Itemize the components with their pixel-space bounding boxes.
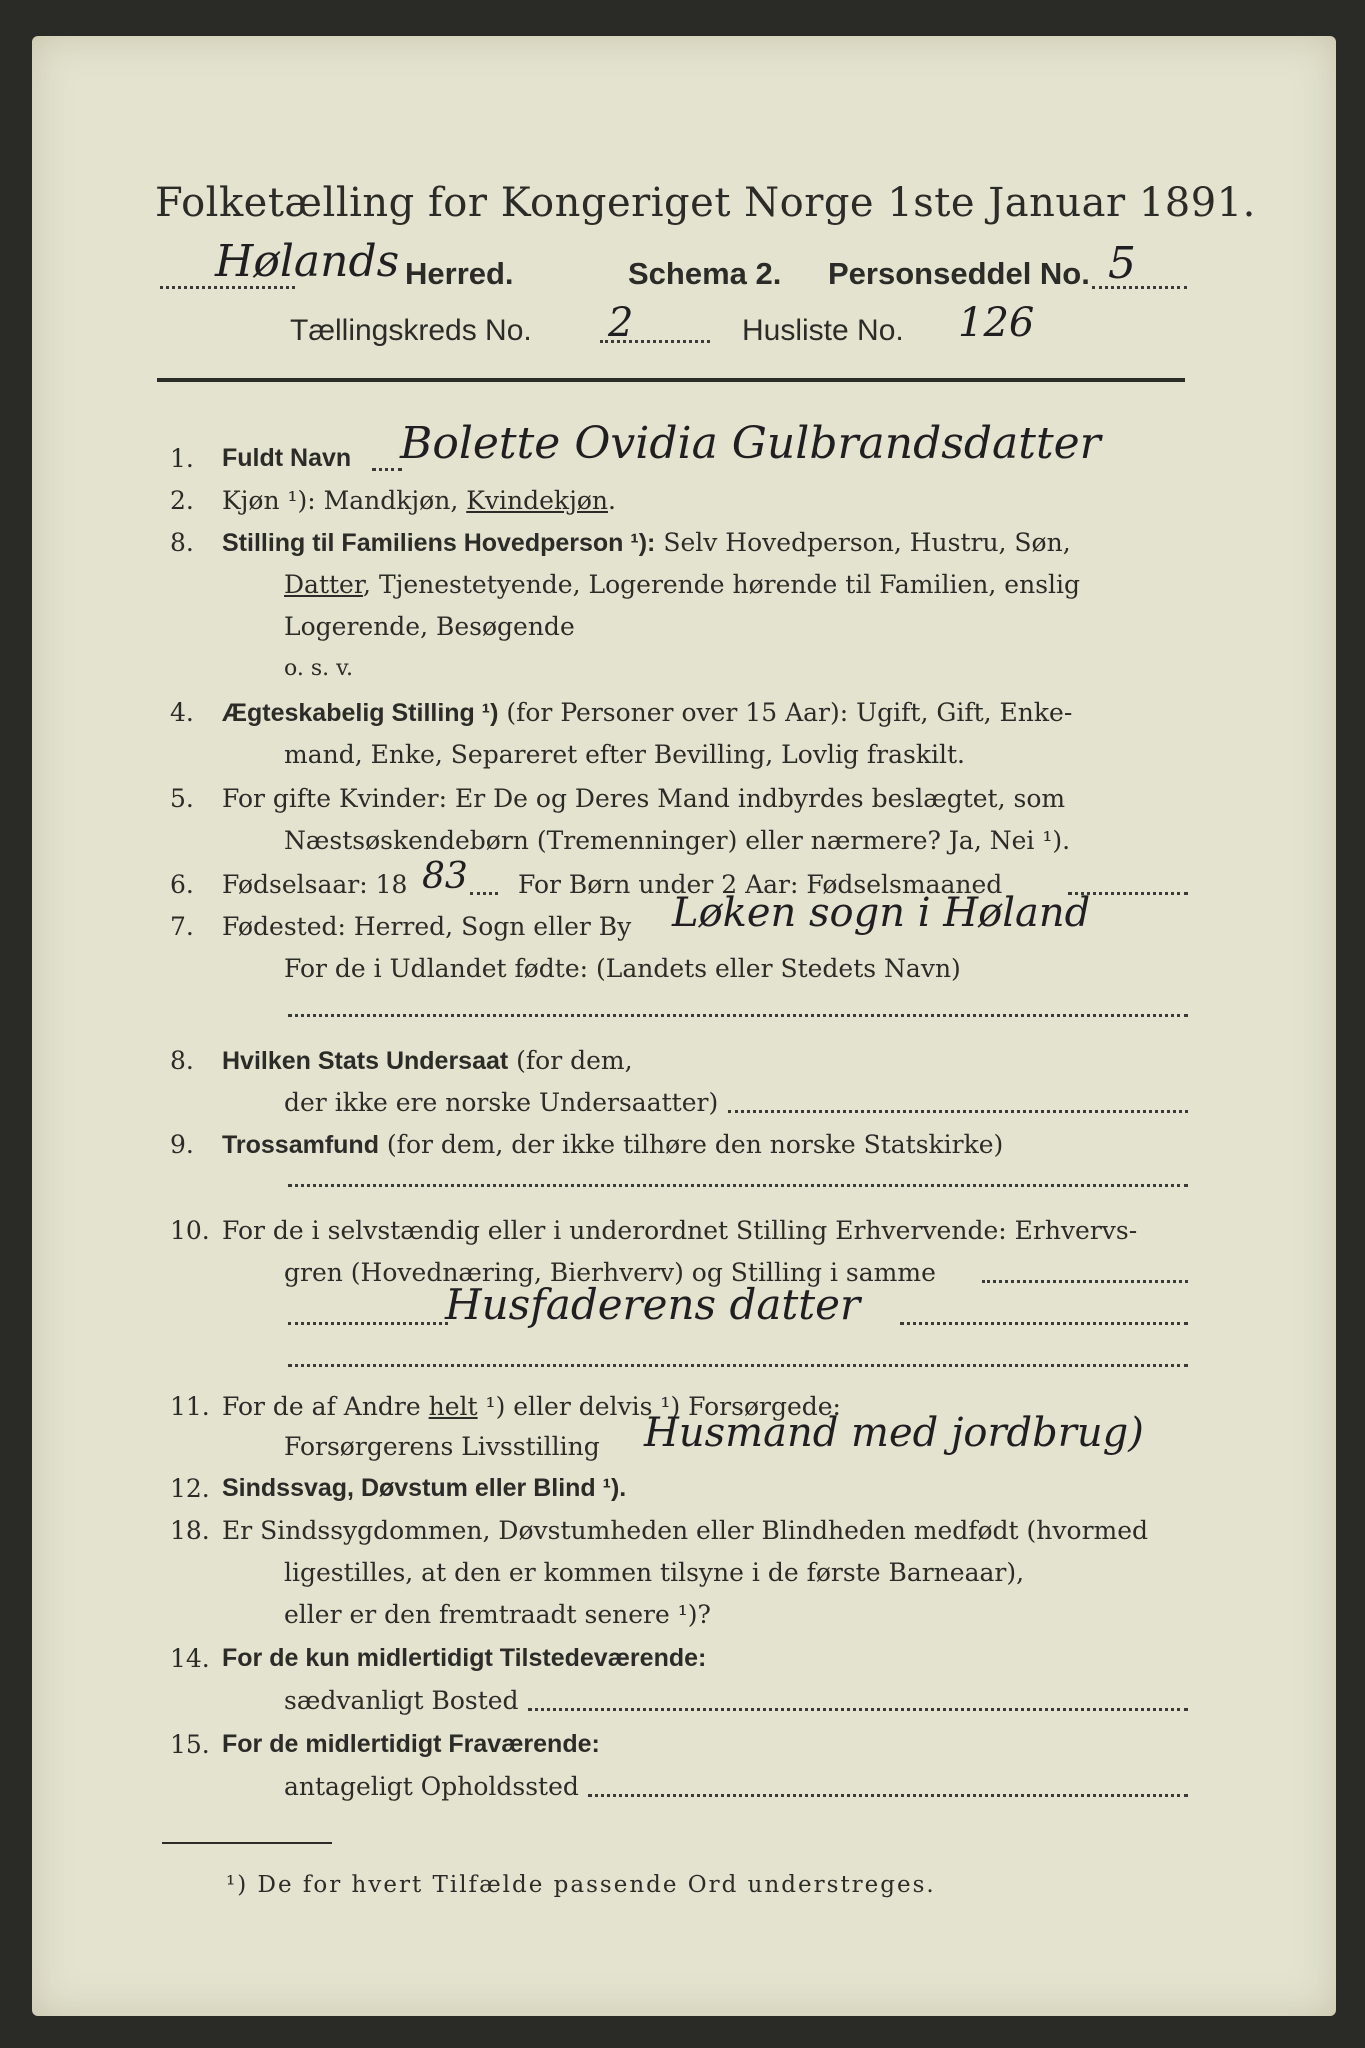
q10-answer: Husfaderens datter bbox=[445, 1280, 861, 1329]
q10-answer-lead bbox=[288, 1322, 448, 1325]
q4-line1-text: (for Personer over 15 Aar): Ugift, Gift, Enke- bbox=[498, 698, 1073, 727]
personseddel-value: 5 bbox=[1108, 238, 1136, 289]
item-number: 7. bbox=[170, 912, 194, 941]
q7-answer: Løken sogn i Høland bbox=[672, 890, 1091, 936]
item-number: 8. bbox=[170, 1046, 194, 1075]
q7-dotted-line bbox=[288, 1014, 1188, 1017]
q6-label: Fødselsaar: 18 bbox=[222, 870, 408, 899]
q9-bold: Trossamfund bbox=[222, 1131, 379, 1159]
husliste-value: 126 bbox=[958, 300, 1035, 346]
item-number: 11. bbox=[170, 1392, 210, 1421]
q4-line2: mand, Enke, Separeret efter Bevilling, Lovlig fraskilt. bbox=[284, 740, 965, 769]
q8-dotted-line bbox=[728, 1110, 1188, 1113]
item-number: 14. bbox=[170, 1644, 210, 1673]
q6-year-dots bbox=[470, 892, 498, 895]
q5-line2: Næstsøskendebørn (Tremenninger) eller nærmere? Ja, Nei ¹). bbox=[284, 826, 1071, 855]
q10-line2: gren (Hovednæring, Bierhverv) og Stilling i samme bbox=[284, 1258, 936, 1287]
q6-rest: For Børn under 2 Aar: Fødselsmaaned bbox=[518, 870, 1003, 899]
q1-label: Fuldt Navn bbox=[222, 444, 352, 472]
q11-underlined: helt bbox=[428, 1392, 478, 1421]
item-number: 4. bbox=[170, 698, 194, 727]
item-number: 6. bbox=[170, 870, 194, 899]
personseddel-label: Personseddel No. bbox=[828, 256, 1090, 291]
q3-bold: Stilling til Familiens Hovedperson ¹): bbox=[222, 529, 656, 557]
item-number: 5. bbox=[170, 784, 194, 813]
q11-line1b: ¹) eller delvis ¹) Forsørgede: bbox=[477, 1392, 841, 1421]
form-title: Folketælling for Kongeriget Norge 1ste Januar 1891. bbox=[155, 180, 1256, 226]
q2-end: . bbox=[607, 486, 616, 515]
q13-line2: ligestilles, at den er kommen tilsyne i de første Barneaar), bbox=[284, 1558, 1025, 1587]
q3-line1 bbox=[222, 528, 1071, 558]
kreds-dotted-line bbox=[600, 340, 710, 343]
item-number: 2. bbox=[170, 486, 194, 515]
q12-line1: Sindssvag, Døvstum eller Blind ¹). bbox=[222, 1474, 627, 1502]
q13-line3: eller er den fremtraadt senere ¹)? bbox=[284, 1600, 711, 1629]
q10-dotted-line-2 bbox=[288, 1364, 1188, 1367]
census-form-sheet bbox=[32, 36, 1336, 2016]
q9-dotted-line bbox=[288, 1184, 1188, 1187]
herred-label: Herred. bbox=[405, 256, 514, 291]
q8-line2: der ikke ere norske Undersaatter) bbox=[284, 1088, 719, 1117]
footnote: ¹) De for hvert Tilfælde passende Ord understreges. bbox=[226, 1872, 936, 1898]
q3-line2 bbox=[284, 570, 1080, 599]
q10-line1: For de i selvstændig eller i underordnet Stilling Erhvervende: Erhvervs- bbox=[222, 1216, 1138, 1245]
q2-text bbox=[222, 486, 616, 515]
q1-dotted-line bbox=[372, 468, 402, 471]
q3-line3: Logerende, Besøgende bbox=[284, 612, 575, 641]
q4-line1 bbox=[222, 698, 1072, 728]
q11-line2: Forsørgerens Livsstilling bbox=[284, 1432, 600, 1461]
q3-line2-text: , Tjenestetyende, Logerende hørende til Familien, enslig bbox=[363, 570, 1081, 599]
q10-dotted-line bbox=[982, 1280, 1188, 1283]
q8-bold: Hvilken Stats Undersaat bbox=[222, 1047, 509, 1075]
item-number: 1. bbox=[170, 444, 194, 473]
q7-line2: For de i Udlandet fødte: (Landets eller Stedets Navn) bbox=[284, 954, 961, 983]
q10-answer-tail bbox=[900, 1322, 1188, 1325]
q11-answer: Husmand med jordbrug) bbox=[644, 1410, 1144, 1456]
q6-year: 83 bbox=[422, 856, 468, 897]
item-number: 18. bbox=[170, 1516, 210, 1545]
footnote-rule bbox=[162, 1842, 332, 1844]
item-number: 12. bbox=[170, 1474, 210, 1503]
q15-line2: antageligt Opholdssted bbox=[284, 1772, 579, 1801]
q9-line1-text: (for dem, der ikke tilhøre den norske Statskirke) bbox=[378, 1130, 1004, 1159]
q2-label: Kjøn ¹): Mandkjøn, bbox=[222, 486, 467, 515]
q15-line1: For de midlertidigt Fraværende: bbox=[222, 1730, 600, 1758]
q14-line2: sædvanligt Bosted bbox=[284, 1686, 519, 1715]
q5-line1: For gifte Kvinder: Er De og Deres Mand indbyrdes beslægtet, som bbox=[222, 784, 1066, 813]
personseddel-dotted-line bbox=[1092, 286, 1187, 289]
item-number: 8. bbox=[170, 528, 194, 557]
q9-line1 bbox=[222, 1130, 1003, 1160]
item-number: 10. bbox=[170, 1216, 210, 1245]
q2-underlined: Kvindekjøn bbox=[466, 486, 608, 515]
q8-line1-text: (for dem, bbox=[508, 1046, 633, 1075]
q7-label: Fødested: Herred, Sogn eller By bbox=[222, 912, 632, 941]
husliste-label: Husliste No. bbox=[742, 314, 904, 347]
herred-value: Hølands bbox=[215, 236, 400, 287]
kreds-label: Tællingskreds No. bbox=[290, 314, 532, 347]
q4-bold: Ægteskabelig Stilling ¹) bbox=[222, 699, 499, 727]
kreds-value: 2 bbox=[608, 300, 634, 346]
q13-line1: Er Sindssygdommen, Døvstumheden eller Blindheden medfødt (hvormed bbox=[222, 1516, 1149, 1545]
q1-answer: Bolette Ovidia Gulbrandsdatter bbox=[400, 418, 1101, 469]
q3-line1-text: Selv Hovedperson, Hustru, Søn, bbox=[655, 528, 1071, 557]
q14-dotted-line bbox=[528, 1708, 1188, 1711]
q14-line1: For de kun midlertidigt Tilstedeværende: bbox=[222, 1644, 707, 1672]
q15-dotted-line bbox=[588, 1794, 1188, 1797]
schema-label: Schema 2. bbox=[628, 256, 782, 291]
q3-line4: o. s. v. bbox=[284, 656, 353, 681]
header-rule bbox=[157, 378, 1185, 382]
q8-line1 bbox=[222, 1046, 633, 1076]
q3-underlined: Datter bbox=[284, 570, 364, 599]
item-number: 9. bbox=[170, 1130, 194, 1159]
item-number: 15. bbox=[170, 1730, 210, 1759]
q11-line1a: For de af Andre bbox=[222, 1392, 429, 1421]
